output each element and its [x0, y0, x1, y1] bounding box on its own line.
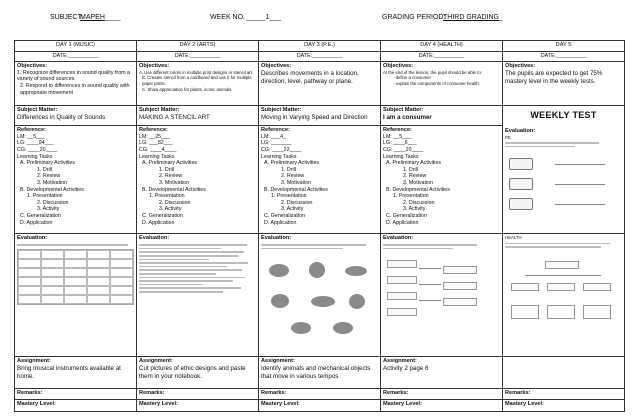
- task-item: 3. Activity: [37, 206, 60, 213]
- health-diagram-thumbnail: [383, 244, 500, 346]
- reference-line: LM: __25___: [139, 133, 170, 140]
- mastery-row: [15, 400, 625, 412]
- objective-item: Describes movements in a location, direction, level, pathway or plane.: [261, 69, 359, 86]
- task-item: B. Developmental Activities: [20, 186, 84, 193]
- day-row: [15, 41, 625, 52]
- objective-item: C. Show appreciation for plants, icons, animals.: [142, 86, 233, 92]
- learning-tasks: [383, 154, 500, 227]
- mastery-label: Mastery Level:: [137, 400, 259, 412]
- assignment-value: Bring musical instruments available at home.: [17, 364, 121, 381]
- task-item: B. Developmental Activities: [142, 186, 206, 193]
- objectives-label: Objectives:: [261, 62, 292, 69]
- reference-cell: [137, 125, 259, 233]
- week-label: WEEK NO.: [210, 14, 246, 21]
- assignment-value: Cut pictures of ethic designs and paste them in your notebook.: [139, 364, 246, 381]
- objective-item: The pupils are expected to get 75% mastery level in the weekly tests.: [505, 69, 603, 86]
- subject-matter-value: Moving in Varying Speed and Direction: [261, 114, 368, 122]
- objective-item: - explain the components of consumer health.: [393, 81, 480, 87]
- day-heading: DAY 4 (HEALTH): [381, 41, 503, 52]
- task-item: 1. Presentation: [149, 193, 185, 200]
- task-item: 2. Discussion: [281, 199, 313, 206]
- task-item: A. Preliminary Activities: [20, 160, 76, 167]
- evaluation-label: Evaluation:: [261, 235, 292, 242]
- assignment-cell: [137, 356, 259, 388]
- period-label: GRADING PERIOD:: [382, 14, 446, 21]
- objectives-row: [15, 61, 625, 105]
- subject-matter-value: I am a consumer: [383, 114, 432, 122]
- task-item: B. Developmental Activities: [386, 186, 450, 193]
- reference-cell: [381, 125, 503, 233]
- pe-animals-thumbnail: [261, 244, 378, 346]
- day-heading: DAY 1 (MUSIC): [15, 41, 137, 52]
- task-item: 3. Motivation: [159, 179, 190, 186]
- remarks-label: Remarks:: [137, 388, 259, 400]
- assignment-label: Assignment:: [139, 357, 173, 364]
- evaluation-label: Evaluation:: [139, 235, 170, 242]
- task-item: 3. Motivation: [281, 179, 312, 186]
- date-field: DATE:__________: [503, 51, 625, 61]
- objective-item: 2. Respond to differences in sound quality with appropriate movement: [20, 83, 130, 96]
- reference-line: LM: __5___: [17, 133, 45, 140]
- task-item: D. Application: [386, 219, 419, 226]
- assignment-row: [15, 356, 625, 388]
- evaluation-subtitle: PE: [505, 134, 511, 140]
- weekly-test-title: WEEKLY TEST: [530, 110, 597, 121]
- reference-line: LG: ____6___: [383, 140, 417, 147]
- date-field: DATE:__________: [137, 51, 259, 61]
- evaluation-label: Evaluation:: [383, 235, 414, 242]
- evaluation-cell: [503, 234, 625, 357]
- objectives-label: Objectives:: [139, 62, 170, 69]
- subject-matter-label: Subject Matter:: [383, 107, 424, 114]
- subject-matter-value: Differences in Quality of Sounds: [17, 114, 106, 122]
- reference-line: LG: _______: [261, 140, 292, 147]
- reference-line: LG: ____94___: [17, 140, 54, 147]
- objectives-label: Objectives:: [505, 62, 536, 69]
- reference-line: LG: ___82___: [139, 140, 173, 147]
- assignment-label: Assignment:: [261, 357, 295, 364]
- subject-value: MAPEH____: [80, 14, 121, 21]
- reference-line: CG: ____20____: [383, 146, 424, 153]
- task-item: 3. Activity: [281, 206, 304, 213]
- subject-matter-cell: [259, 106, 381, 125]
- remarks-label: Remarks:: [381, 388, 503, 400]
- evaluation-row: [15, 234, 625, 357]
- assignment-cell: [381, 356, 503, 388]
- objective-item: 1. Recognize differences in sound quality from a variety of sound sources: [17, 69, 130, 83]
- task-item: D. Application: [20, 219, 53, 226]
- date-field: DATE:__________: [15, 51, 137, 61]
- subject-matter-label: Subject Matter:: [261, 107, 302, 114]
- remarks-label: Remarks:: [259, 388, 381, 400]
- task-item: 2. Review: [281, 173, 305, 180]
- learning-tasks: [17, 154, 134, 227]
- objectives-cell: [15, 61, 137, 105]
- task-item: 3. Motivation: [403, 179, 434, 186]
- assignment-label: Assignment:: [383, 357, 417, 364]
- assignment-cell: [15, 356, 137, 388]
- evaluation-label: Evaluation:: [17, 235, 48, 242]
- task-item: 1. Presentation: [27, 193, 63, 200]
- objective-item: At the end of the lesson, the pupil should be able to:: [383, 69, 482, 75]
- task-item: 1. Presentation: [393, 193, 429, 200]
- reference-cell: [259, 125, 381, 233]
- task-item: A. Preliminary Activities: [264, 160, 320, 167]
- task-item: C. Generalization: [386, 213, 427, 220]
- objectives-cell: [503, 61, 625, 105]
- task-item: 1. Drill: [403, 166, 419, 173]
- subject-matter-cell: [381, 106, 503, 125]
- task-item: 3. Activity: [159, 206, 182, 213]
- mastery-label: Mastery Level:: [15, 400, 137, 412]
- reference-cell: [15, 125, 137, 233]
- subject-matter-label: Subject Matter:: [139, 107, 180, 114]
- subject-matter-value: MAKING A STENCIL ART: [139, 114, 210, 122]
- evaluation-label: Evaluation:: [505, 127, 536, 134]
- learning-tasks-label: Learning Tasks: [383, 153, 419, 160]
- task-item: 2. Discussion: [159, 199, 191, 206]
- date-row: [15, 51, 625, 61]
- task-item: D. Application: [264, 219, 297, 226]
- evaluation-cell: [381, 234, 503, 357]
- mastery-label: Mastery Level:: [259, 400, 381, 412]
- reference-line: CG: ____4____: [139, 146, 177, 153]
- objectives-cell: [381, 61, 503, 105]
- objectives-label: Objectives:: [17, 62, 48, 69]
- subject-matter-label: Subject Matter:: [17, 107, 58, 114]
- task-item: D. Application: [142, 219, 175, 226]
- period-value: THIRD GRADING_: [443, 14, 503, 21]
- lesson-plan-table: [14, 40, 625, 412]
- reference-label: Reference:: [261, 126, 290, 133]
- subject-label: SUBJECT:: [50, 14, 84, 21]
- learning-tasks-label: Learning Tasks: [17, 153, 53, 160]
- objective-item: B. Creates stencil from a cardboard and use it for multiple paper prints.: [142, 75, 252, 87]
- reference-line: CG: ____20____: [17, 146, 58, 153]
- objective-item: - define a consumer: [393, 75, 431, 81]
- task-item: C. Generalization: [20, 213, 61, 220]
- remarks-row: [15, 388, 625, 400]
- evaluation-cell: [15, 234, 137, 357]
- task-item: 2. Review: [159, 173, 183, 180]
- reference-line: LM: ___4_: [261, 133, 287, 140]
- subject-matter-cell: [137, 106, 259, 125]
- assignment-value: Identify animals and mechanical objects that move in various tempos: [261, 364, 371, 381]
- arts-worksheet-thumbnail: [139, 244, 256, 346]
- reference-label: Reference:: [17, 126, 46, 133]
- date-field: DATE:__________: [381, 51, 503, 61]
- reference-line: CG: ____22____: [261, 146, 302, 153]
- objectives-label: Objectives:: [383, 62, 414, 69]
- task-item: 3. Motivation: [37, 179, 68, 186]
- task-item: B. Developmental Activities: [264, 186, 328, 193]
- reference-label: Reference:: [383, 126, 412, 133]
- task-item: A. Preliminary Activities: [142, 160, 198, 167]
- pe-worksheet-thumbnail: [505, 142, 622, 220]
- subject-matter-cell: [15, 106, 137, 125]
- task-item: 2. Discussion: [403, 199, 435, 206]
- day-heading: DAY 3 (P.E.): [259, 41, 381, 52]
- learning-tasks-label: Learning Tasks: [139, 153, 175, 160]
- learning-tasks: [139, 154, 256, 227]
- task-item: 1. Drill: [37, 166, 53, 173]
- assignment-cell: [259, 356, 381, 388]
- task-item: 3. Activity: [403, 206, 426, 213]
- plan-header: [0, 14, 638, 28]
- objectives-cell: [137, 61, 259, 105]
- reference-line: LM: __5___: [383, 133, 411, 140]
- task-item: 1. Presentation: [271, 193, 307, 200]
- assignment-label: Assignment:: [17, 357, 51, 364]
- mastery-label: Mastery Level:: [381, 400, 503, 412]
- evaluation-cell: [259, 234, 381, 357]
- week-value: _____1___: [246, 14, 282, 21]
- task-item: 2. Review: [37, 173, 61, 180]
- task-item: A. Preliminary Activities: [386, 160, 442, 167]
- date-field: DATE:__________: [259, 51, 381, 61]
- day-heading: DAY 5: [503, 41, 625, 52]
- health-worksheet-thumbnail: [505, 243, 622, 345]
- evaluation-cell: [137, 234, 259, 357]
- learning-tasks-label: Learning Tasks: [261, 153, 297, 160]
- learning-tasks: [261, 154, 378, 227]
- music-worksheet-thumbnail: [17, 244, 134, 346]
- task-item: C. Generalization: [142, 213, 183, 220]
- assignment-value: Activity 2 page 6: [383, 364, 429, 372]
- objectives-cell: [259, 61, 381, 105]
- task-item: 1. Drill: [159, 166, 175, 173]
- task-item: 2. Discussion: [37, 199, 69, 206]
- task-item: C. Generalization: [264, 213, 305, 220]
- assignment-cell: [503, 356, 625, 388]
- reference-label: Reference:: [139, 126, 168, 133]
- remarks-label: Remarks:: [503, 388, 625, 400]
- mastery-label: Mastery Level:: [503, 400, 625, 412]
- objective-item: A. Use different colors in multiple print designs or stencil art.: [139, 69, 254, 75]
- weekly-test-cell: [503, 106, 625, 234]
- task-item: 1. Drill: [281, 166, 297, 173]
- task-item: 2. Review: [403, 173, 427, 180]
- remarks-label: Remarks:: [15, 388, 137, 400]
- evaluation-subtitle: HEALTH: [505, 235, 522, 241]
- subject-matter-row: [15, 106, 625, 125]
- day-heading: DAY 2 (ARTS): [137, 41, 259, 52]
